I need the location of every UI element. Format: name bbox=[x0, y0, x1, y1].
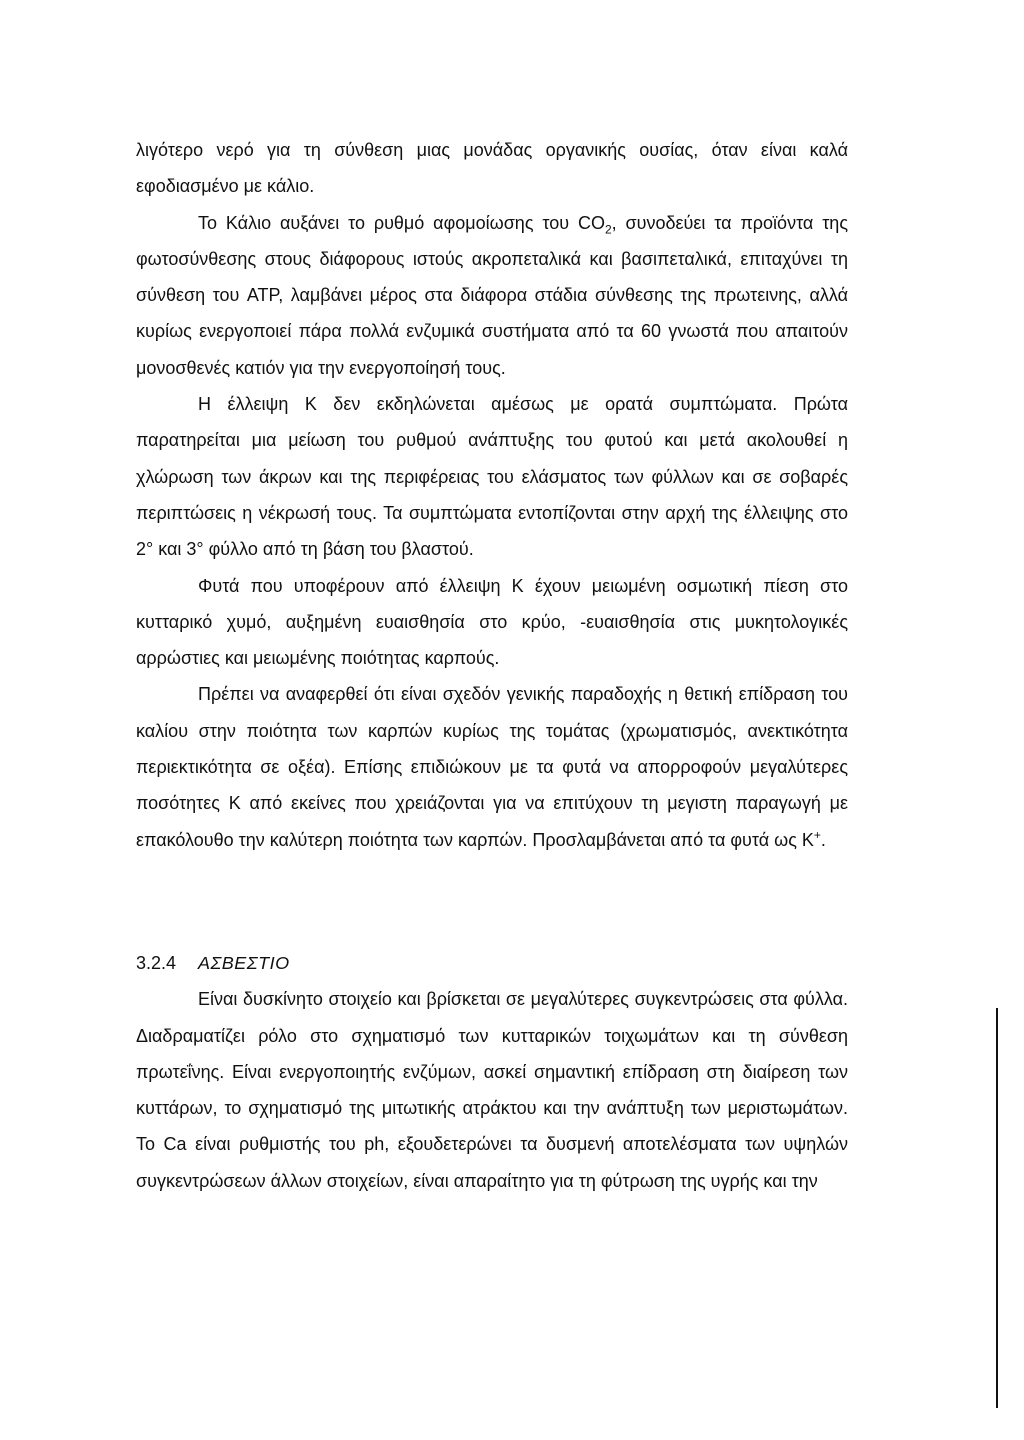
fruit-quality-end: . bbox=[820, 829, 826, 850]
section-heading-calcium bbox=[136, 945, 848, 981]
paragraph-calcium: Είναι δυσκίνητο στοιχείο και βρίσκεται σε μεγαλύτερες συγκεντρώσεις στα φύλλα. Διαδραματίζει ρόλο στο σχηματισμό των κυτταρικών τοιχωμάτων και τη σύνθεση πρωτεΐνης. Είναι ενεργοποιητής ενζύμων, ασκεί σημαντική επίδραση στη διαίρεση των κυττάρων, το σχηματισμό της μιτωτικής ατράκτου και την ανάπτυξη των μεριστωμάτων. Το Ca είναι ρυθμιστής του ph, εξουδετερώνει τα δυσμενή αποτελέσματα των υψηλών συγκεντρώσεων άλλων στοιχείων, είναι απαραίτητο για τη φύτρωση της υγρής και την bbox=[136, 989, 848, 1191]
fruit-quality-text: Πρέπει να αναφερθεί ότι είναι σχεδόν γενικής παραδοχής η θετική επίδραση του καλίου στην ποιότητα των καρπών κυρίως της τομάτας (χρωματισμός, ανεκτικότητα περιεκτικότητα σε οξέα). Επίσης επιδιώκουν με τα φυτά να απορροφούν μεγαλύτερες ποσότητες Κ από εκείνες που χρειάζονται για να επιτύχουν τη μεγιστη παραγωγή με επακόλουθο την καλύτερη ποιότητα των καρπών. Προσλαμβάνεται από τα φυτά ως Κ bbox=[136, 684, 848, 850]
paragraph-potassium-role bbox=[136, 205, 848, 386]
paragraph-fruit-quality bbox=[136, 676, 848, 857]
potassium-ion-superscript: + bbox=[813, 827, 821, 842]
co2-text: Το Κάλιο αυξάνει το ρυθμό αφομοίωσης του CO bbox=[198, 212, 605, 233]
paragraph-deficiency-effects: Φυτά που υποφέρουν από έλλειψη Κ έχουν μειωμένη οσμωτική πίεση στο κυτταρικό χυμό, αυξημένη ευαισθησία στο κρύο, -ευαισθησία στις μυκητολογικές αρρώστιες και μειωμένης ποιότητας καρπούς. bbox=[136, 575, 848, 669]
section-number: 3.2.4 bbox=[136, 952, 177, 973]
document-page bbox=[136, 132, 848, 1199]
scan-edge-line bbox=[996, 1008, 998, 1408]
section-title: ΑΣΒΕΣΤΙΟ bbox=[198, 952, 290, 973]
potassium-role-text: , συνοδεύει τα προϊόντα της φωτοσύνθεσης στους διάφορους ιστούς ακροπεταλικά και βασιπεταλικά, επιταχύνει τη σύνθεση του ATP, λαμβάνει μέρος στα διάφορα στάδια σύνθεσης της πρωτεινης, αλλά κυρίως ενεργοποιεί πάρα πολλά ενζυμικά συστήματα από τα 60 γνωστά που απαιτούν μονοσθενές κατιόν για την ενεργοποίησή τους. bbox=[136, 212, 848, 378]
co2-subscript: 2 bbox=[604, 222, 612, 237]
paragraph-potassium-deficiency: Η έλλειψη Κ δεν εκδηλώνεται αμέσως με ορατά συμπτώματα. Πρώτα παρατηρείται μια μείωση του ρυθμού ανάπτυξης του φυτού και μετά ακολουθεί η χλώρωση των άκρων και της περιφέρειας του ελάσματος των φύλλων και σε σοβαρές περιπτώσεις η νέκρωσή τους. Τα συμπτώματα εντοπίζονται στην αρχή της έλλειψης στο 2° και 3° φύλλο από τη βάση του βλαστού. bbox=[136, 394, 848, 560]
paragraph-water-efficiency: λιγότερο νερό για τη σύνθεση μιας μονάδας οργανικής ουσίας, όταν είναι καλά εφοδιασμένο με κάλιο. bbox=[136, 140, 848, 197]
